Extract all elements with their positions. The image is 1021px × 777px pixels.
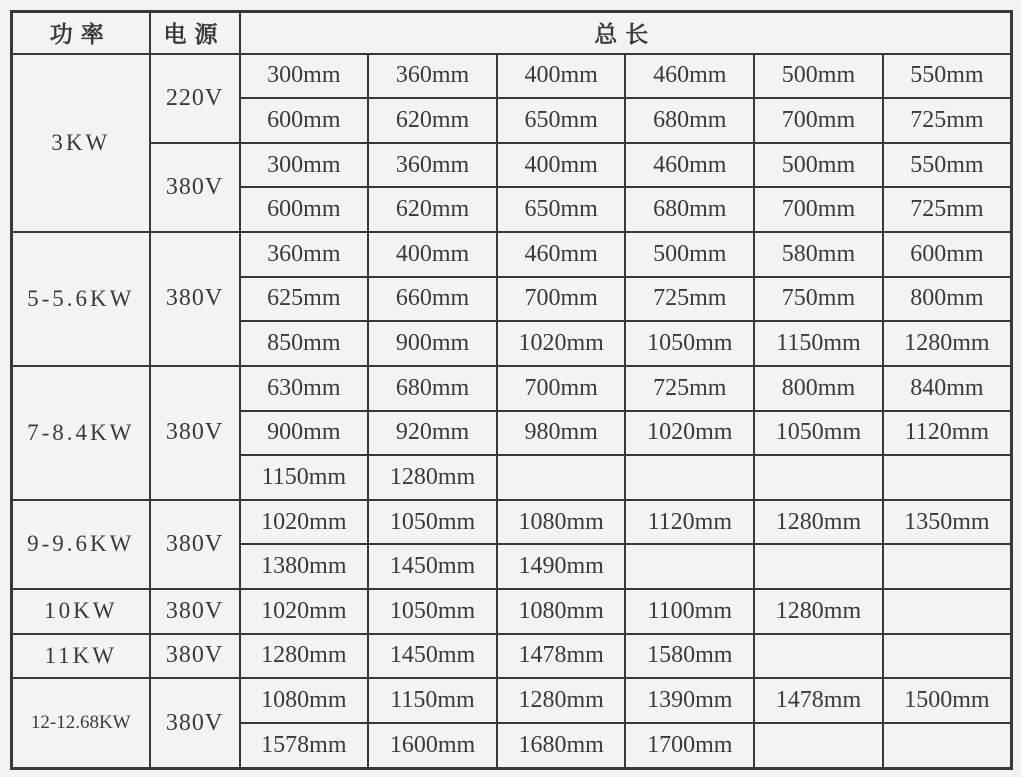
table-row <box>12 500 1012 545</box>
length-cell: 1578mm <box>240 723 369 769</box>
length-cell: 725mm <box>883 98 1012 143</box>
voltage-cell: 380V <box>150 634 240 679</box>
length-cell: 1050mm <box>368 589 497 634</box>
length-cell: 1280mm <box>497 678 626 723</box>
power-cell: 7-8.4KW <box>12 366 150 500</box>
length-cell: 1280mm <box>754 500 883 545</box>
length-cell: 1150mm <box>240 455 369 500</box>
voltage-cell: 380V <box>150 678 240 768</box>
table-row <box>12 634 1012 679</box>
length-cell: 550mm <box>883 54 1012 99</box>
length-cell: 1478mm <box>754 678 883 723</box>
length-cell: 920mm <box>368 411 497 456</box>
length-cell: 460mm <box>625 54 754 99</box>
empty-cell <box>754 634 883 679</box>
length-cell: 650mm <box>497 187 626 232</box>
length-cell: 1450mm <box>368 634 497 679</box>
length-cell: 1150mm <box>754 321 883 366</box>
length-cell: 500mm <box>754 143 883 188</box>
table-row <box>12 678 1012 723</box>
length-cell: 1020mm <box>240 500 369 545</box>
header-row <box>12 12 1012 54</box>
length-cell: 1700mm <box>625 723 754 769</box>
length-cell: 725mm <box>625 277 754 322</box>
empty-cell <box>883 723 1012 769</box>
table-row <box>12 589 1012 634</box>
length-cell: 360mm <box>368 143 497 188</box>
length-cell: 840mm <box>883 366 1012 411</box>
length-cell: 725mm <box>883 187 1012 232</box>
length-cell: 630mm <box>240 366 369 411</box>
length-cell: 1600mm <box>368 723 497 769</box>
power-column-header: 功率 <box>12 12 150 54</box>
voltage-cell: 220V <box>150 54 240 143</box>
power-cell: 3KW <box>12 54 150 233</box>
length-cell: 600mm <box>240 98 369 143</box>
length-column-header: 总长 <box>240 12 1012 54</box>
empty-cell <box>625 544 754 589</box>
power-cell: 12-12.68KW <box>12 678 150 768</box>
empty-cell <box>754 455 883 500</box>
empty-cell <box>883 455 1012 500</box>
length-cell: 850mm <box>240 321 369 366</box>
length-cell: 1380mm <box>240 544 369 589</box>
length-cell: 1680mm <box>497 723 626 769</box>
length-cell: 680mm <box>625 187 754 232</box>
length-cell: 980mm <box>497 411 626 456</box>
length-cell: 460mm <box>497 232 626 277</box>
voltage-cell: 380V <box>150 366 240 500</box>
length-cell: 300mm <box>240 143 369 188</box>
voltage-cell: 380V <box>150 500 240 589</box>
power-length-spec-table <box>10 10 1013 770</box>
length-cell: 750mm <box>754 277 883 322</box>
length-cell: 1020mm <box>497 321 626 366</box>
power-cell: 5-5.6KW <box>12 232 150 366</box>
length-cell: 1100mm <box>625 589 754 634</box>
length-cell: 1080mm <box>497 500 626 545</box>
length-cell: 625mm <box>240 277 369 322</box>
length-cell: 1080mm <box>497 589 626 634</box>
empty-cell <box>625 455 754 500</box>
length-cell: 725mm <box>625 366 754 411</box>
length-cell: 680mm <box>625 98 754 143</box>
length-cell: 600mm <box>240 187 369 232</box>
length-cell: 1280mm <box>368 455 497 500</box>
length-cell: 1490mm <box>497 544 626 589</box>
length-cell: 1280mm <box>883 321 1012 366</box>
length-cell: 1120mm <box>883 411 1012 456</box>
length-cell: 1050mm <box>754 411 883 456</box>
empty-cell <box>497 455 626 500</box>
length-cell: 1020mm <box>240 589 369 634</box>
power-cell: 11KW <box>12 634 150 679</box>
voltage-cell: 380V <box>150 143 240 232</box>
empty-cell <box>754 544 883 589</box>
length-cell: 700mm <box>497 366 626 411</box>
length-cell: 460mm <box>625 143 754 188</box>
length-cell: 660mm <box>368 277 497 322</box>
length-cell: 600mm <box>883 232 1012 277</box>
table-row <box>12 366 1012 411</box>
voltage-cell: 380V <box>150 589 240 634</box>
length-cell: 400mm <box>497 143 626 188</box>
length-cell: 400mm <box>497 54 626 99</box>
length-cell: 500mm <box>754 54 883 99</box>
empty-cell <box>883 589 1012 634</box>
length-cell: 700mm <box>497 277 626 322</box>
length-cell: 360mm <box>368 54 497 99</box>
length-cell: 620mm <box>368 98 497 143</box>
length-cell: 1350mm <box>883 500 1012 545</box>
power-cell: 9-9.6KW <box>12 500 150 589</box>
power-cell: 10KW <box>12 589 150 634</box>
length-cell: 1390mm <box>625 678 754 723</box>
length-cell: 900mm <box>240 411 369 456</box>
length-cell: 700mm <box>754 98 883 143</box>
length-cell: 650mm <box>497 98 626 143</box>
length-cell: 1080mm <box>240 678 369 723</box>
length-cell: 1478mm <box>497 634 626 679</box>
supply-column-header: 电源 <box>150 12 240 54</box>
length-cell: 360mm <box>240 232 369 277</box>
length-cell: 1120mm <box>625 500 754 545</box>
length-cell: 1280mm <box>240 634 369 679</box>
length-cell: 1050mm <box>625 321 754 366</box>
length-cell: 580mm <box>754 232 883 277</box>
length-cell: 1050mm <box>368 500 497 545</box>
length-cell: 900mm <box>368 321 497 366</box>
length-cell: 1450mm <box>368 544 497 589</box>
length-cell: 1150mm <box>368 678 497 723</box>
length-cell: 680mm <box>368 366 497 411</box>
length-cell: 1280mm <box>754 589 883 634</box>
empty-cell <box>883 634 1012 679</box>
length-cell: 1580mm <box>625 634 754 679</box>
length-cell: 700mm <box>754 187 883 232</box>
length-cell: 300mm <box>240 54 369 99</box>
table-row <box>12 54 1012 99</box>
length-cell: 550mm <box>883 143 1012 188</box>
length-cell: 800mm <box>754 366 883 411</box>
length-cell: 1020mm <box>625 411 754 456</box>
table-row <box>12 232 1012 277</box>
length-cell: 1500mm <box>883 678 1012 723</box>
empty-cell <box>883 544 1012 589</box>
voltage-cell: 380V <box>150 232 240 366</box>
length-cell: 800mm <box>883 277 1012 322</box>
length-cell: 500mm <box>625 232 754 277</box>
length-cell: 620mm <box>368 187 497 232</box>
empty-cell <box>754 723 883 769</box>
table-row <box>12 143 1012 188</box>
length-cell: 400mm <box>368 232 497 277</box>
